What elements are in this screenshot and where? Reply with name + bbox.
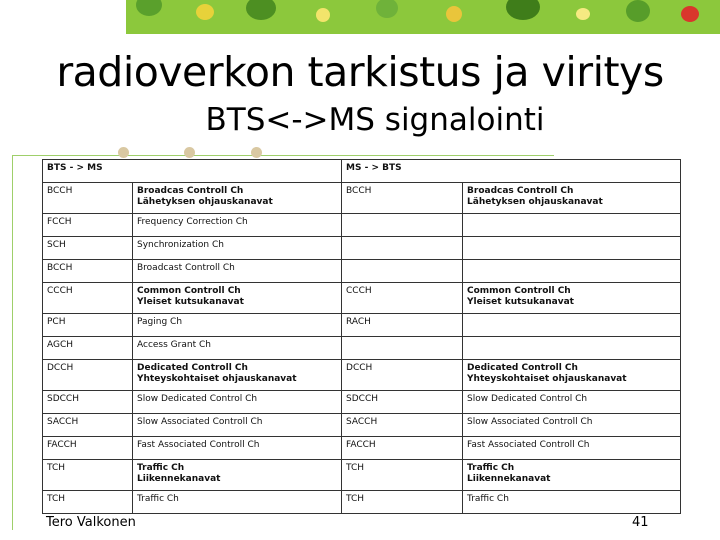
channel-code-cell-line: SACCH [47,417,79,427]
ms-channel-name-cell-line: Traffic Ch [467,494,509,504]
table-row [43,460,681,491]
footer-author: Tero Valkonen [46,515,136,530]
channel-code-cell-line: BCCH [47,186,73,196]
channel-code-cell [43,460,133,491]
channel-code-cell-line: DCCH [47,363,74,373]
channel-code-cell [43,391,133,414]
channel-code-cell [43,437,133,460]
ms-channel-name-cell [463,414,681,437]
channel-name-cell-line: Broadcast Controll Ch [137,263,235,273]
channel-code-cell [43,214,133,237]
channel-name-cell-line: Access Grant Ch [137,340,211,350]
table-header-row [43,160,681,183]
ms-channel-code-cell [342,491,463,514]
channel-code-cell-line: SCH [47,240,66,250]
channel-name-cell-line: Traffic Ch [137,463,185,473]
slide-title: radioverkon tarkistus ja viritys [56,48,664,96]
ms-channel-name-cell-line: Slow Dedicated Control Ch [467,394,588,404]
ms-channel-name-cell [463,214,681,237]
channel-code-cell-line: BCCH [47,263,73,273]
channel-name-cell-subline: Yleiset kutsukanavat [137,297,244,307]
channel-name-cell-subline: Lähetyksen ohjauskanavat [137,197,273,207]
ms-channel-name-cell [463,283,681,314]
signalling-table [42,159,681,514]
ms-channel-code-cell [342,391,463,414]
channel-name-cell [133,491,342,514]
ms-channel-name-cell-subline: Yhteyskohtaiset ohjauskanavat [467,374,627,384]
ms-channel-name-cell [463,391,681,414]
ms-channel-code-cell [342,460,463,491]
channel-name-cell [133,460,342,491]
ms-channel-code-cell-line: DCCH [346,363,373,373]
ms-channel-code-cell [342,414,463,437]
channel-code-cell-line: FCCH [47,217,72,227]
ms-channel-name-cell [463,460,681,491]
ms-channel-name-cell-subline: Liikennekanavat [467,474,551,484]
table-row [43,283,681,314]
ms-channel-name-cell [463,491,681,514]
table-row [43,491,681,514]
ms-channel-name-cell-line: Slow Associated Controll Ch [467,417,593,427]
channel-code-cell-line: SDCCH [47,394,79,404]
channel-code-cell [43,183,133,214]
channel-name-cell-subline: Yhteyskohtaiset ohjauskanavat [137,374,297,384]
channel-name-cell-line: Fast Associated Controll Ch [137,440,260,450]
channel-name-cell [133,360,342,391]
table-row [43,337,681,360]
channel-code-cell-line: TCH [47,494,66,504]
ms-channel-code-cell [342,437,463,460]
channel-name-cell [133,337,342,360]
ms-channel-code-cell-line: RACH [346,317,371,327]
ms-channel-code-cell-line: BCCH [346,186,372,196]
channel-name-cell-line: Common Controll Ch [137,286,241,296]
ms-channel-code-cell-line: FACCH [346,440,376,450]
ms-channel-name-cell-subline: Yleiset kutsukanavat [467,297,574,307]
ms-channel-name-cell-line: Common Controll Ch [467,286,571,296]
ms-channel-code-cell-line: CCCH [346,286,372,296]
channel-name-cell-line: Broadcas Controll Ch [137,186,244,196]
ms-channel-code-cell-line: TCH [346,463,365,473]
ms-channel-name-cell-line: Broadcas Controll Ch [467,186,574,196]
channel-code-cell [43,237,133,260]
table-row [43,391,681,414]
ms-channel-code-cell [342,237,463,260]
table-row [43,214,681,237]
decorative-vertical-line [12,155,13,530]
ms-channel-name-cell [463,237,681,260]
table-row [43,183,681,214]
channel-name-cell-line: Slow Associated Controll Ch [137,417,263,427]
channel-code-cell [43,283,133,314]
header-bts-to-ms: BTS - > MS [43,160,342,183]
table-row [43,260,681,283]
ms-channel-code-cell [342,260,463,283]
channel-name-cell-line: Slow Dedicated Control Ch [137,394,258,404]
ms-channel-code-cell [342,283,463,314]
table-row [43,414,681,437]
channel-code-cell-line: TCH [47,463,66,473]
channel-code-cell [43,314,133,337]
channel-code-cell-line: PCH [47,317,66,327]
channel-name-cell-line: Traffic Ch [137,494,179,504]
page-number: 41 [632,515,649,530]
channel-name-cell-line: Dedicated Controll Ch [137,363,248,373]
channel-name-cell [133,214,342,237]
table-row [43,314,681,337]
channel-code-cell-line: CCCH [47,286,73,296]
ms-channel-code-cell [342,337,463,360]
channel-code-cell [43,260,133,283]
ms-channel-name-cell [463,360,681,391]
ms-channel-code-cell-line: SACCH [346,417,378,427]
table-row [43,437,681,460]
ms-channel-code-cell [342,183,463,214]
decorative-dot [118,147,129,158]
ms-channel-code-cell [342,214,463,237]
channel-name-cell-subline: Liikennekanavat [137,474,221,484]
channel-name-cell [133,283,342,314]
decorative-dot [184,147,195,158]
channel-name-cell [133,414,342,437]
table-row [43,360,681,391]
ms-channel-name-cell [463,314,681,337]
ms-channel-code-cell [342,314,463,337]
decorative-horizontal-line [12,155,554,156]
ms-channel-code-cell-line: SDCCH [346,394,378,404]
channel-name-cell-line: Paging Ch [137,317,183,327]
ms-channel-name-cell-subline: Lähetyksen ohjauskanavat [467,197,603,207]
channel-name-cell [133,183,342,214]
channel-name-cell-line: Synchronization Ch [137,240,224,250]
table-row [43,237,681,260]
slide-subtitle: BTS<->MS signalointi [205,102,545,138]
ms-channel-name-cell-line: Traffic Ch [467,463,515,473]
ms-channel-code-cell-line: TCH [346,494,365,504]
channel-name-cell [133,391,342,414]
ms-channel-name-cell [463,337,681,360]
channel-code-cell-line: FACCH [47,440,77,450]
channel-name-cell-line: Frequency Correction Ch [137,217,248,227]
ms-channel-name-cell-line: Fast Associated Controll Ch [467,440,590,450]
channel-name-cell [133,314,342,337]
channel-code-cell [43,414,133,437]
channel-name-cell [133,260,342,283]
ms-channel-name-cell [463,183,681,214]
decorative-dot [251,147,262,158]
header-ms-to-bts: MS - > BTS [342,160,681,183]
channel-code-cell [43,337,133,360]
channel-name-cell [133,237,342,260]
channel-code-cell-line: AGCH [47,340,74,350]
ms-channel-name-cell [463,437,681,460]
channel-name-cell [133,437,342,460]
ms-channel-name-cell-line: Dedicated Controll Ch [467,363,578,373]
ms-channel-code-cell [342,360,463,391]
channel-code-cell [43,360,133,391]
header-flower-banner [126,0,720,34]
channel-code-cell [43,491,133,514]
ms-channel-name-cell [463,260,681,283]
